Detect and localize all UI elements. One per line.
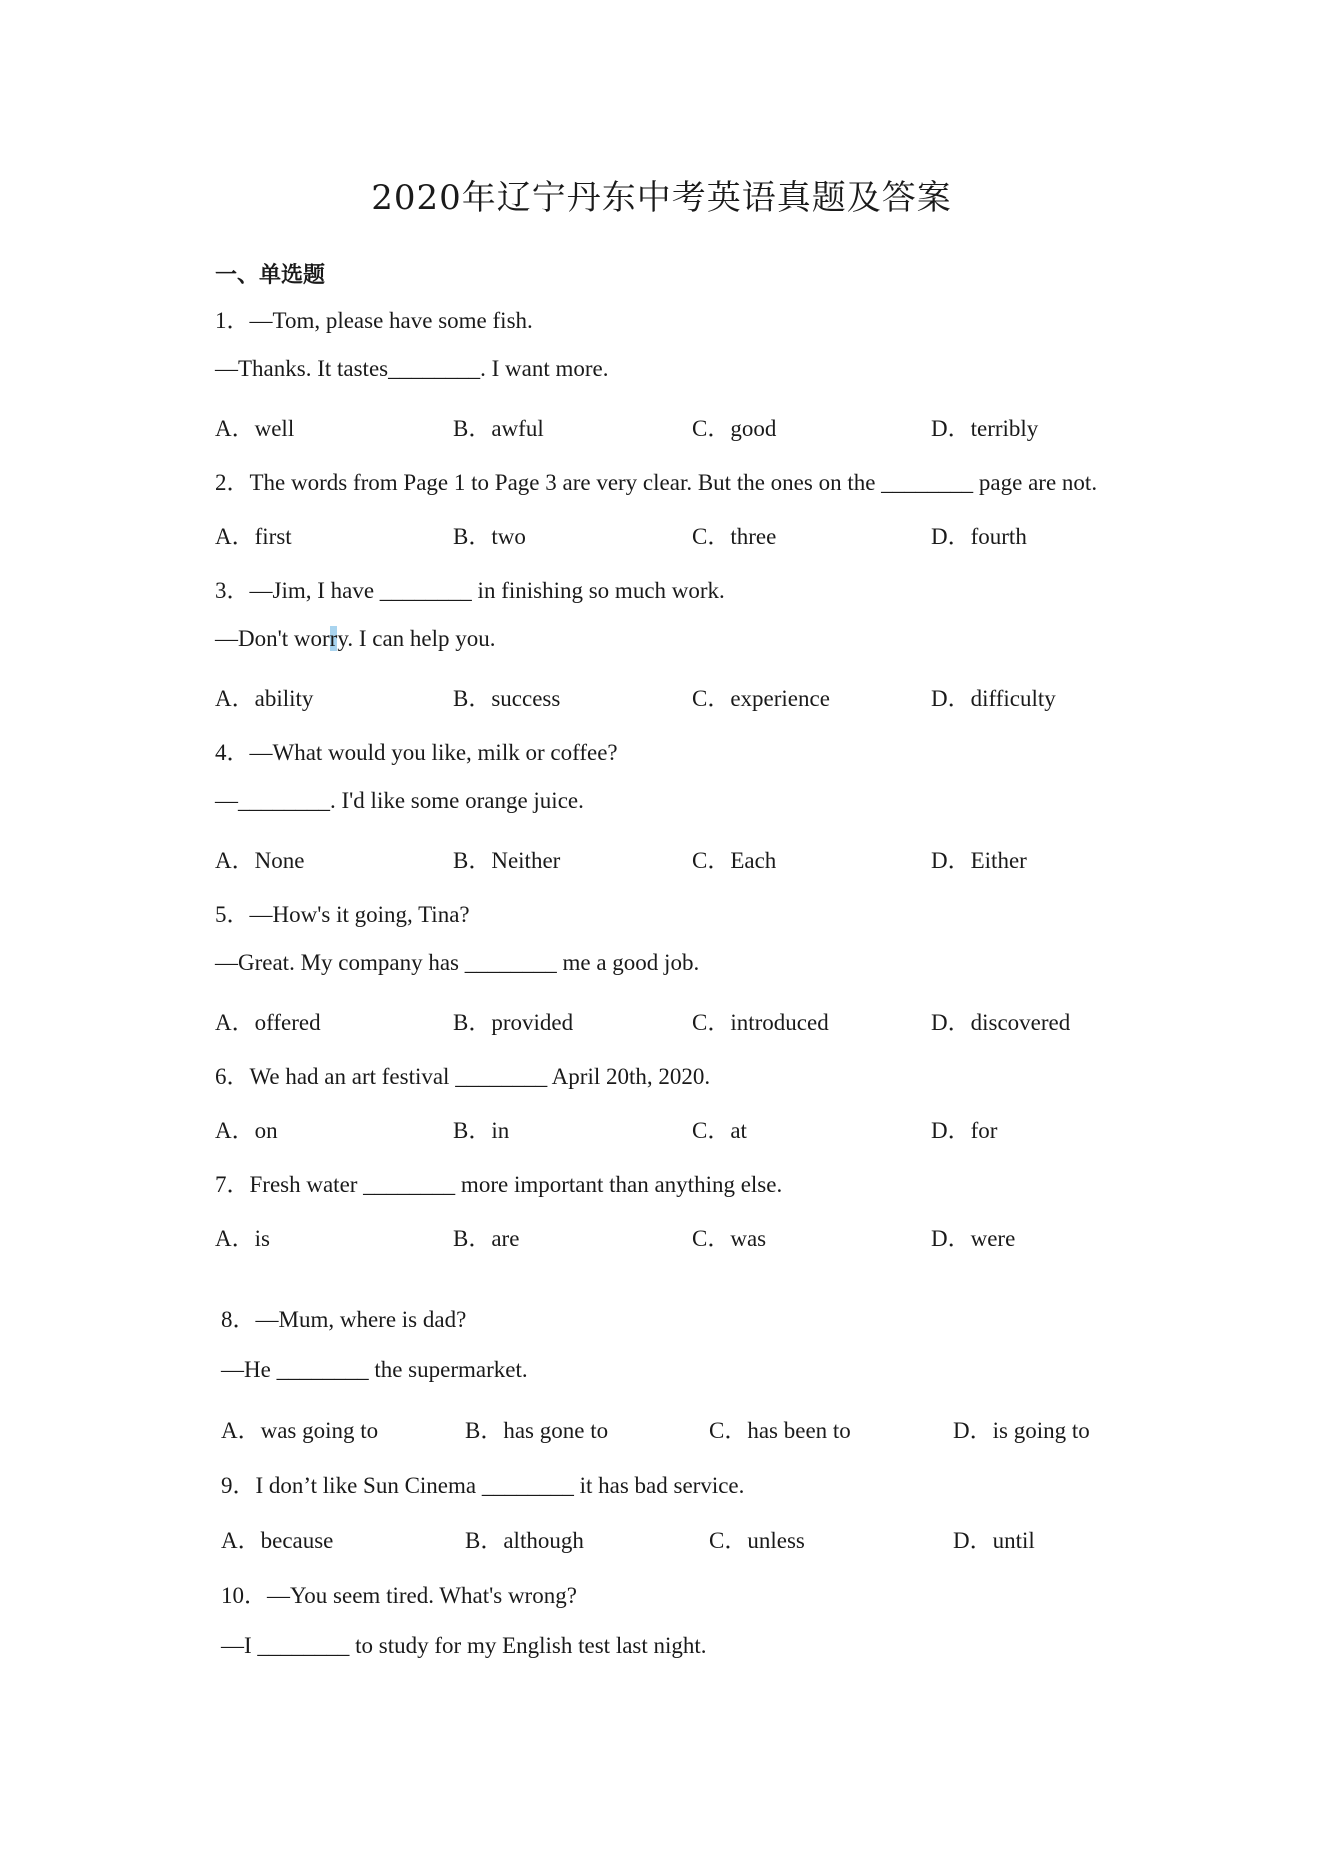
question-6-stem: 6．We had an art festival ________ April 20th, 2020. [215,1064,711,1089]
question-7-stem: 7．Fresh water ________ more important than anything else. [215,1172,783,1197]
question-9-option-d: D．until [953,1528,1035,1553]
question-9-stem: 9．I don’t like Sun Cinema ________ it has bad service. [221,1473,745,1498]
page-title: 2020年辽宁丹东中考英语真题及答案 [371,178,952,218]
question-3-line-2-part-a: —Don't wor [215,626,330,651]
question-4-option-c: C．Each [692,848,777,873]
question-1-option-c: C．good [692,416,777,441]
question-1-option-b: B．awful [453,416,544,441]
question-9-option-c: C．unless [709,1528,805,1553]
question-9-option-b: B．although [465,1528,584,1553]
text-selection-highlight: r [329,626,338,651]
question-8-option-b: B．has gone to [465,1418,609,1443]
question-8-option-c: C．has been to [709,1418,851,1443]
question-1-stem: 1．—Tom, please have some fish. [215,308,533,333]
question-7-option-b: B．are [453,1226,520,1251]
question-8-option-d: D．is going to [953,1418,1090,1443]
question-3-option-a: A．ability [215,686,314,711]
question-4-option-a: A．None [215,848,305,873]
question-8-stem: 8．—Mum, where is dad? [221,1307,467,1332]
question-9-option-a: A．because [221,1528,334,1553]
question-3-option-c: C．experience [692,686,830,711]
question-2-option-d: D．fourth [931,524,1027,549]
question-4-stem: 4．—What would you like, milk or coffee? [215,740,618,765]
question-6-option-d: D．for [931,1118,998,1143]
question-8-line-2: —He ________ the supermarket. [221,1357,528,1382]
question-6-option-c: C．at [692,1118,747,1143]
question-6-option-b: B．in [453,1118,510,1143]
question-2-stem: 2．The words from Page 1 to Page 3 are very clear. But the ones on the ________ page are not. [215,470,1098,495]
question-4-option-d: D．Either [931,848,1027,873]
question-3-option-d: D．difficulty [931,686,1056,711]
question-7-option-a: A．is [215,1226,270,1251]
question-3-stem: 3．—Jim, I have ________ in finishing so much work. [215,578,725,603]
question-4-line-2: —________. I'd like some orange juice. [215,788,584,813]
question-3-line-2-part-b: y. I can help you. [337,626,496,651]
question-5-stem: 5．—How's it going, Tina? [215,902,470,927]
question-2-option-a: A．first [215,524,292,549]
question-3-option-b: B．success [453,686,561,711]
question-8-option-a: A．was going to [221,1418,379,1443]
question-5-option-a: A．offered [215,1010,321,1035]
question-5-option-d: D．discovered [931,1010,1071,1035]
question-10-line-2: —I ________ to study for my English test last night. [221,1633,707,1658]
question-1-option-d: D．terribly [931,416,1039,441]
question-2-option-c: C．three [692,524,777,549]
section-heading: 一、单选题 [215,263,326,288]
question-5-line-2: —Great. My company has ________ me a good job. [215,950,700,975]
question-5-option-c: C．introduced [692,1010,829,1035]
question-7-option-c: C．was [692,1226,767,1251]
question-1-line-2: —Thanks. It tastes________. I want more. [215,356,609,381]
question-10-stem: 10．—You seem tired. What's wrong? [221,1583,577,1608]
question-3-line-2 [215,626,496,652]
question-2-option-b: B．two [453,524,526,549]
question-4-option-b: B．Neither [453,848,561,873]
question-1-option-a: A．well [215,416,295,441]
question-5-option-b: B．provided [453,1010,574,1035]
question-6-option-a: A．on [215,1118,278,1143]
question-7-option-d: D．were [931,1226,1016,1251]
